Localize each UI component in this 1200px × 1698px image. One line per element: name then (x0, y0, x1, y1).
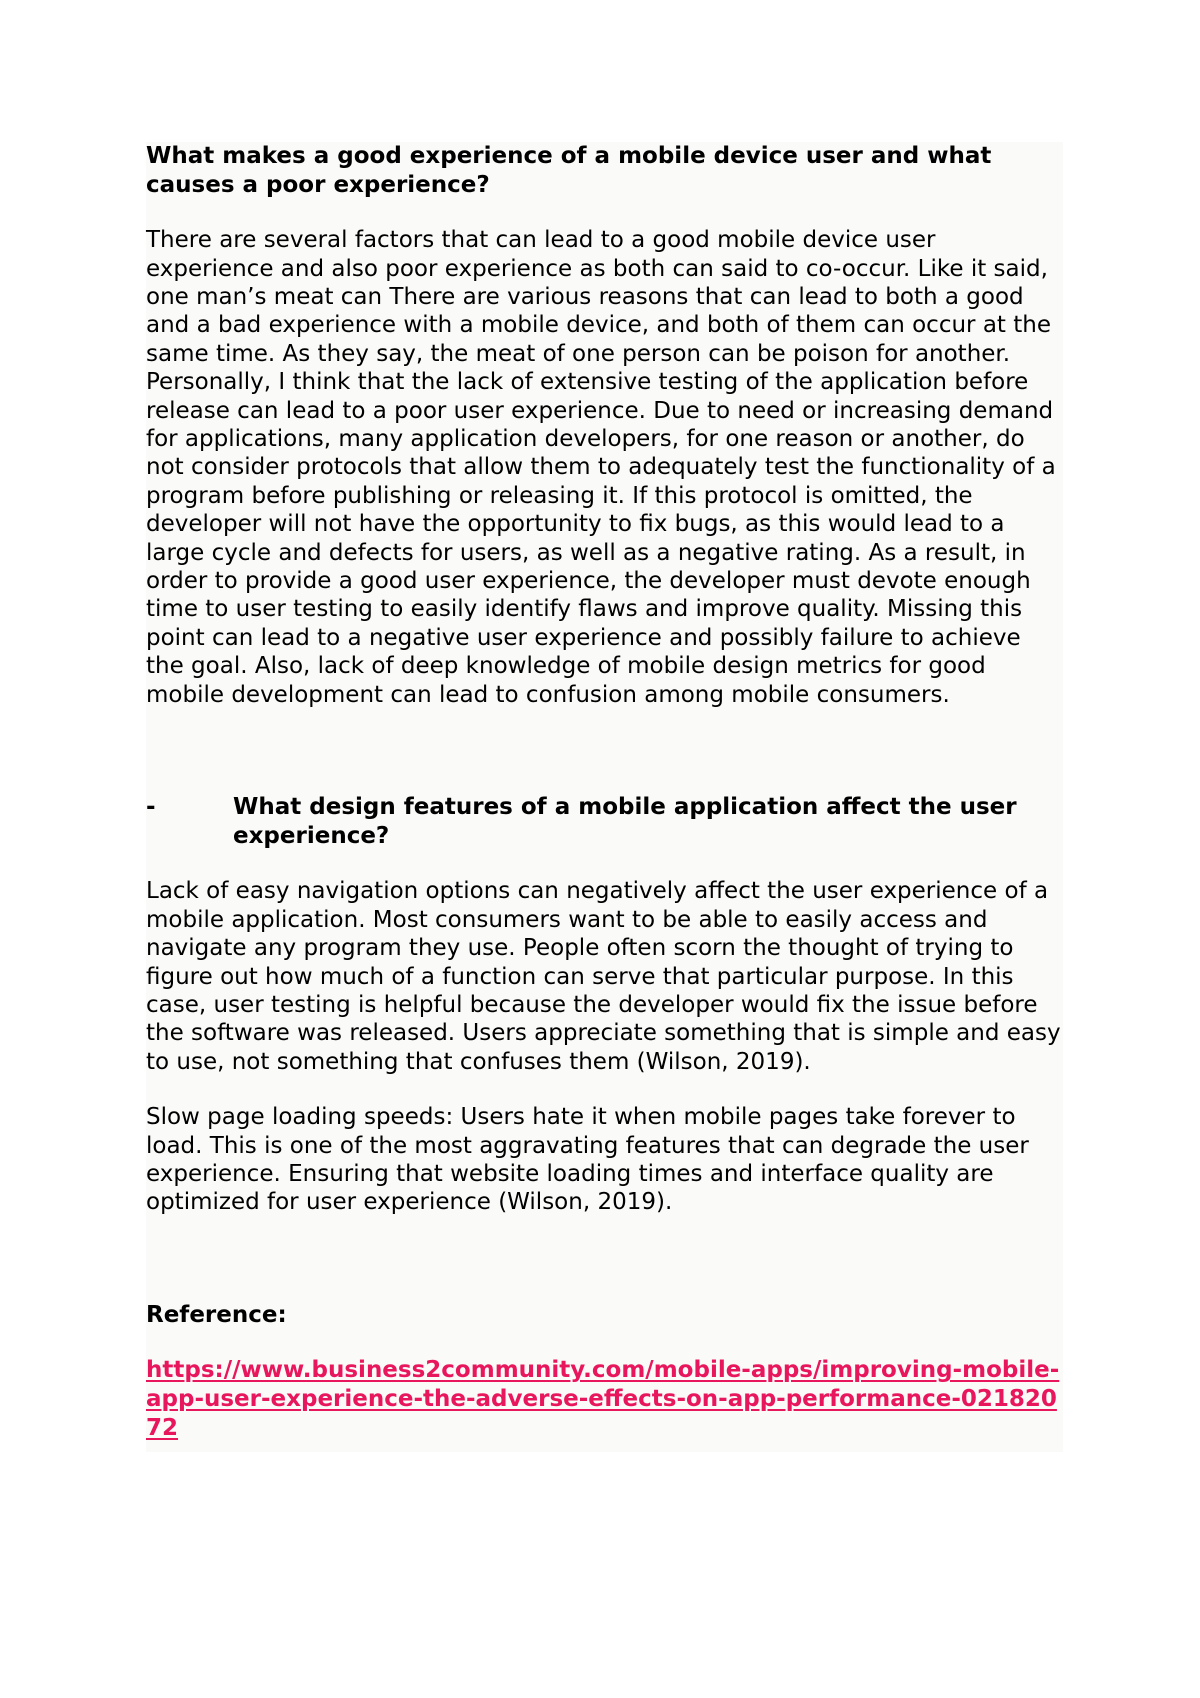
question-2-heading: What design features of a mobile application affect the user experience? (233, 794, 1017, 849)
question-2-heading-row (146, 793, 1063, 850)
spacer (146, 199, 1063, 226)
reference-label: Reference: (146, 1301, 287, 1328)
question-1-paragraph: There are several factors that can lead to a good mobile device user experience and also poor experience as both can said to co-occur. Like it said, one man’s meat can There are various reasons that can lead to both a good and a bad experience with a mobile device, and both of them can occur at the same time. As they say, the meat of one person can be poison for another. Personally, I think that the lack of extensive testing of the application before release can lead to a poor user experience. Due to need or increasing demand for applications, many application developers, for one reason or another, do not consider protocols that allow them to adequately test the functionality of a program before publishing or releasing it. If this protocol is omitted, the developer will not have the opportunity to fix bugs, as this would lead to a large cycle and defects for users, as well as a negative rating. As a result, in order to provide a good user experience, the developer must devote enough time to user testing to easily identify flaws and improve quality. Missing this point can lead to a negative user experience and possibly failure to achieve the goal. Also, lack of deep knowledge of mobile design metrics for good mobile development can lead to confusion among mobile consumers. (146, 227, 1056, 708)
question-2-paragraph-2: Slow page loading speeds: Users hate it when mobile pages take forever to load. This is one of the most aggravating features that can degrade the user experience. Ensuring that website loading times and interface quality are optimized for user experience (Wilson, 2019). (146, 1104, 1029, 1216)
spacer (146, 1217, 1063, 1301)
spacer (146, 850, 1063, 877)
document-body (146, 142, 1063, 1452)
spacer (146, 1329, 1063, 1356)
question-1-heading: What makes a good experience of a mobile device user and what causes a poor experience? (146, 143, 992, 198)
reference-link[interactable]: https://www.business2community.com/mobile-apps/improving-mobile-app-user-experience-the-adverse-effects-on-app-performance-02182072 (146, 1357, 1060, 1441)
spacer (146, 709, 1063, 793)
bullet-dash: - (146, 794, 156, 821)
question-2-paragraph-1: Lack of easy navigation options can negatively affect the user experience of a mobile application. Most consumers want to be able to easily access and navigate any program they use. People often scorn the thought of trying to figure out how much of a function can serve that particular purpose. In this case, user testing is helpful because the developer would fix the issue before the software was released. Users appreciate something that is simple and easy to use, not something that confuses them (Wilson, 2019). (146, 878, 1061, 1075)
spacer (146, 1076, 1063, 1103)
